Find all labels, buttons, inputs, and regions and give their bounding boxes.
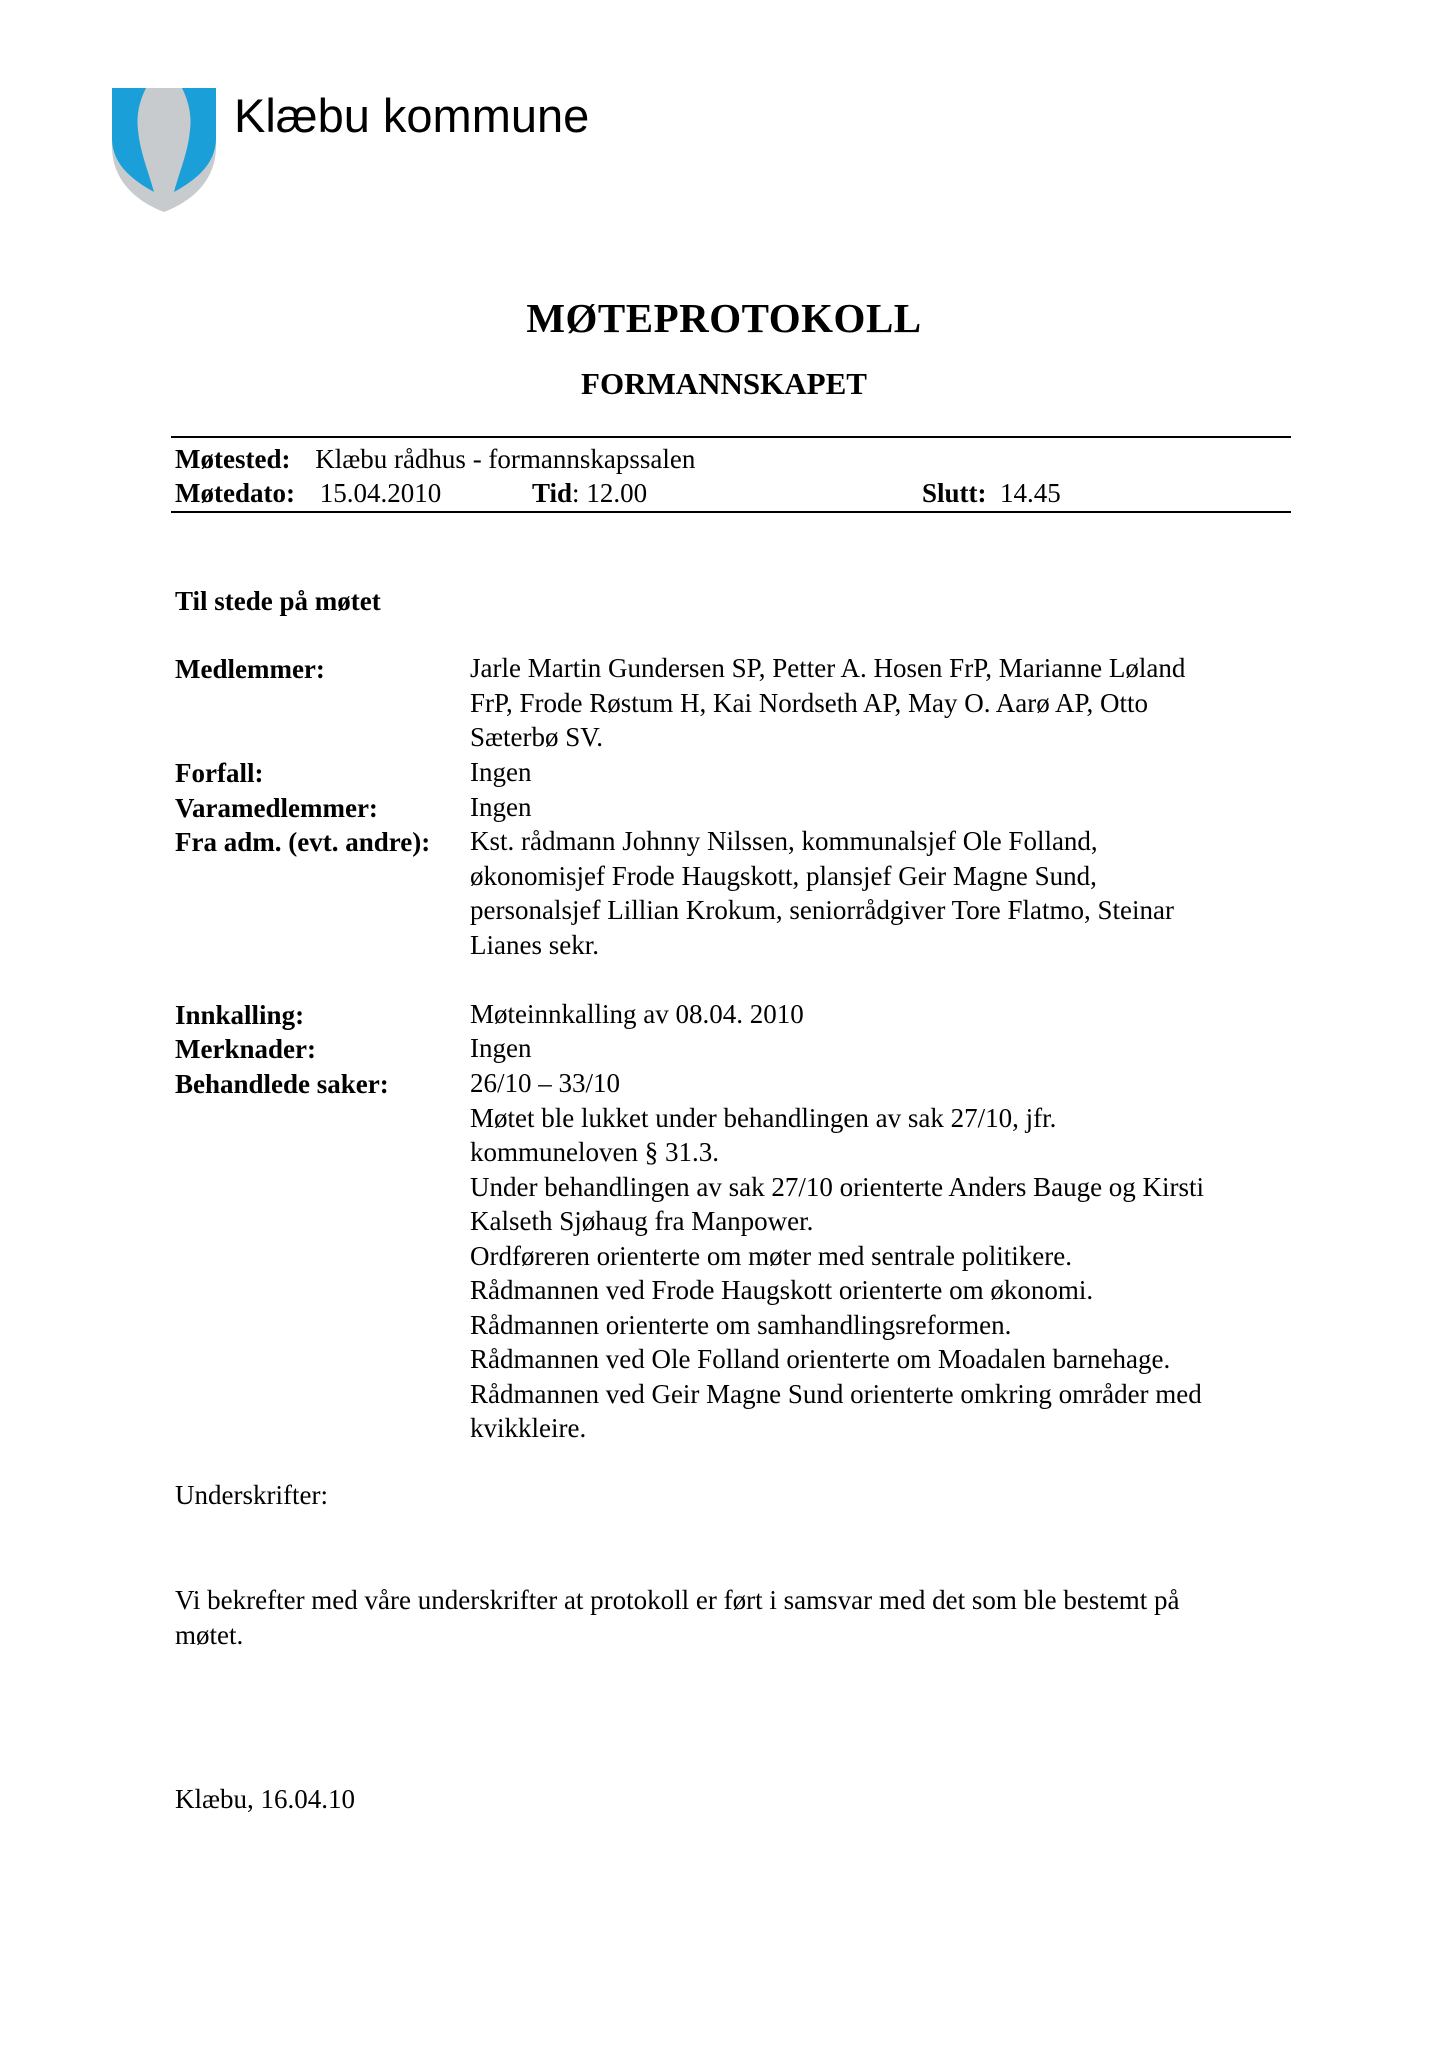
forfall-label: Forfall: [175,758,264,788]
fra-adm-line: personalsjef Lillian Krokum, seniorrådgiver Tore Flatmo, Steinar [470,895,1174,925]
medlemmer-value [470,651,1300,755]
motested-value: Klæbu rådhus - formannskapssalen [315,444,696,474]
slutt-field [922,478,1061,509]
confirmation-line: møtet. [175,1619,244,1650]
fra-adm-value [470,824,1300,962]
fra-adm-line: Kst. rådmann Johnny Nilssen, kommunalsjef Ole Folland, [470,826,1098,856]
tid-field: Tid: 12.00 [532,478,648,508]
top-divider [171,436,1291,438]
slutt-label: Slutt: [922,478,987,508]
behandlede-line: Under behandlingen av sak 27/10 orienterte Anders Bauge og Kirsti [470,1171,1205,1202]
meeting-place-row [175,444,695,475]
merknader-text: Ingen [470,1033,532,1063]
behandlede-line: Rådmannen ved Ole Folland orienterte om Moadalen barnehage. [470,1344,1171,1374]
confirmation-text [175,1583,1180,1652]
tid-value: 12.00 [586,478,648,508]
attendance-heading: Til stede på møtet [175,586,381,616]
motedato-value: 15.04.2010 [319,478,442,508]
behandlede-line: Rådmannen ved Frode Haugskott orienterte om økonomi. [470,1275,1094,1305]
innkalling-value [470,997,1300,1032]
motested-label: Møtested: [175,444,291,474]
document-subtitle: FORMANNSKAPET [581,366,867,401]
motedato-label: Møtedato: [175,478,295,508]
slutt-value: 14.45 [1000,478,1061,508]
behandlede-line: kommuneloven § 31.3. [470,1137,719,1167]
medlemmer-label: Medlemmer: [175,654,325,684]
behandlede-line: kvikkleire. [470,1413,587,1443]
behandlede-line: Ordføreren orienterte om møter med sentrale politikere. [470,1240,1073,1271]
forfall-text: Ingen [470,757,532,787]
behandlede-saker-label: Behandlede saker: [175,1069,389,1099]
behandlede-line: Rådmannen ved Geir Magne Sund orienterte omkring områder med [470,1378,1202,1409]
merknader-value [470,1031,1300,1066]
varamedlemmer-text: Ingen [470,792,532,822]
signatures-label: Underskrifter: [175,1480,328,1510]
behandlede-line: Møtet ble lukket under behandlingen av sak 27/10, jfr. [470,1102,1057,1133]
tid-label: Tid [532,478,573,508]
confirmation-line: Vi bekrefter med våre underskrifter at protokoll er ført i samsvar med det som ble bestemt på [175,1585,1180,1615]
behandlede-line: Rådmannen orienterte om samhandlingsreformen. [470,1309,1012,1340]
place-date: Klæbu, 16.04.10 [175,1784,356,1814]
fra-adm-line: økonomisjef Frode Haugskott, plansjef Geir Magne Sund, [470,860,1097,891]
fra-adm-label: Fra adm. (evt. andre): [175,827,431,857]
varamedlemmer-label: Varamedlemmer: [175,793,378,823]
medlemmer-line: Sæterbø SV. [470,722,604,752]
kommune-name: Klæbu kommune [234,89,590,142]
varamedlemmer-value [470,790,1300,825]
innkalling-text: Møteinnkalling av 08.04. 2010 [470,999,804,1029]
behandlede-line: 26/10 – 33/10 [470,1068,621,1098]
medlemmer-line: Jarle Martin Gundersen SP, Petter A. Hosen FrP, Marianne Løland [470,653,1186,683]
medlemmer-line: FrP, Frode Røstum H, Kai Nordseth AP, May O. Aarø AP, Otto [470,687,1149,718]
merknader-label: Merknader: [175,1034,316,1064]
behandlede-line: Kalseth Sjøhaug fra Manpower. [470,1206,814,1236]
behandlede-saker-value [470,1066,1300,1446]
meeting-date-row [175,478,1285,509]
forfall-value [470,755,1300,790]
fra-adm-line: Lianes sekr. [470,929,599,960]
klaebu-coat-of-arms-icon [110,86,218,214]
innkalling-label: Innkalling: [175,1000,305,1030]
document-title: MØTEPROTOKOLL [526,295,922,341]
bottom-divider [171,511,1291,513]
